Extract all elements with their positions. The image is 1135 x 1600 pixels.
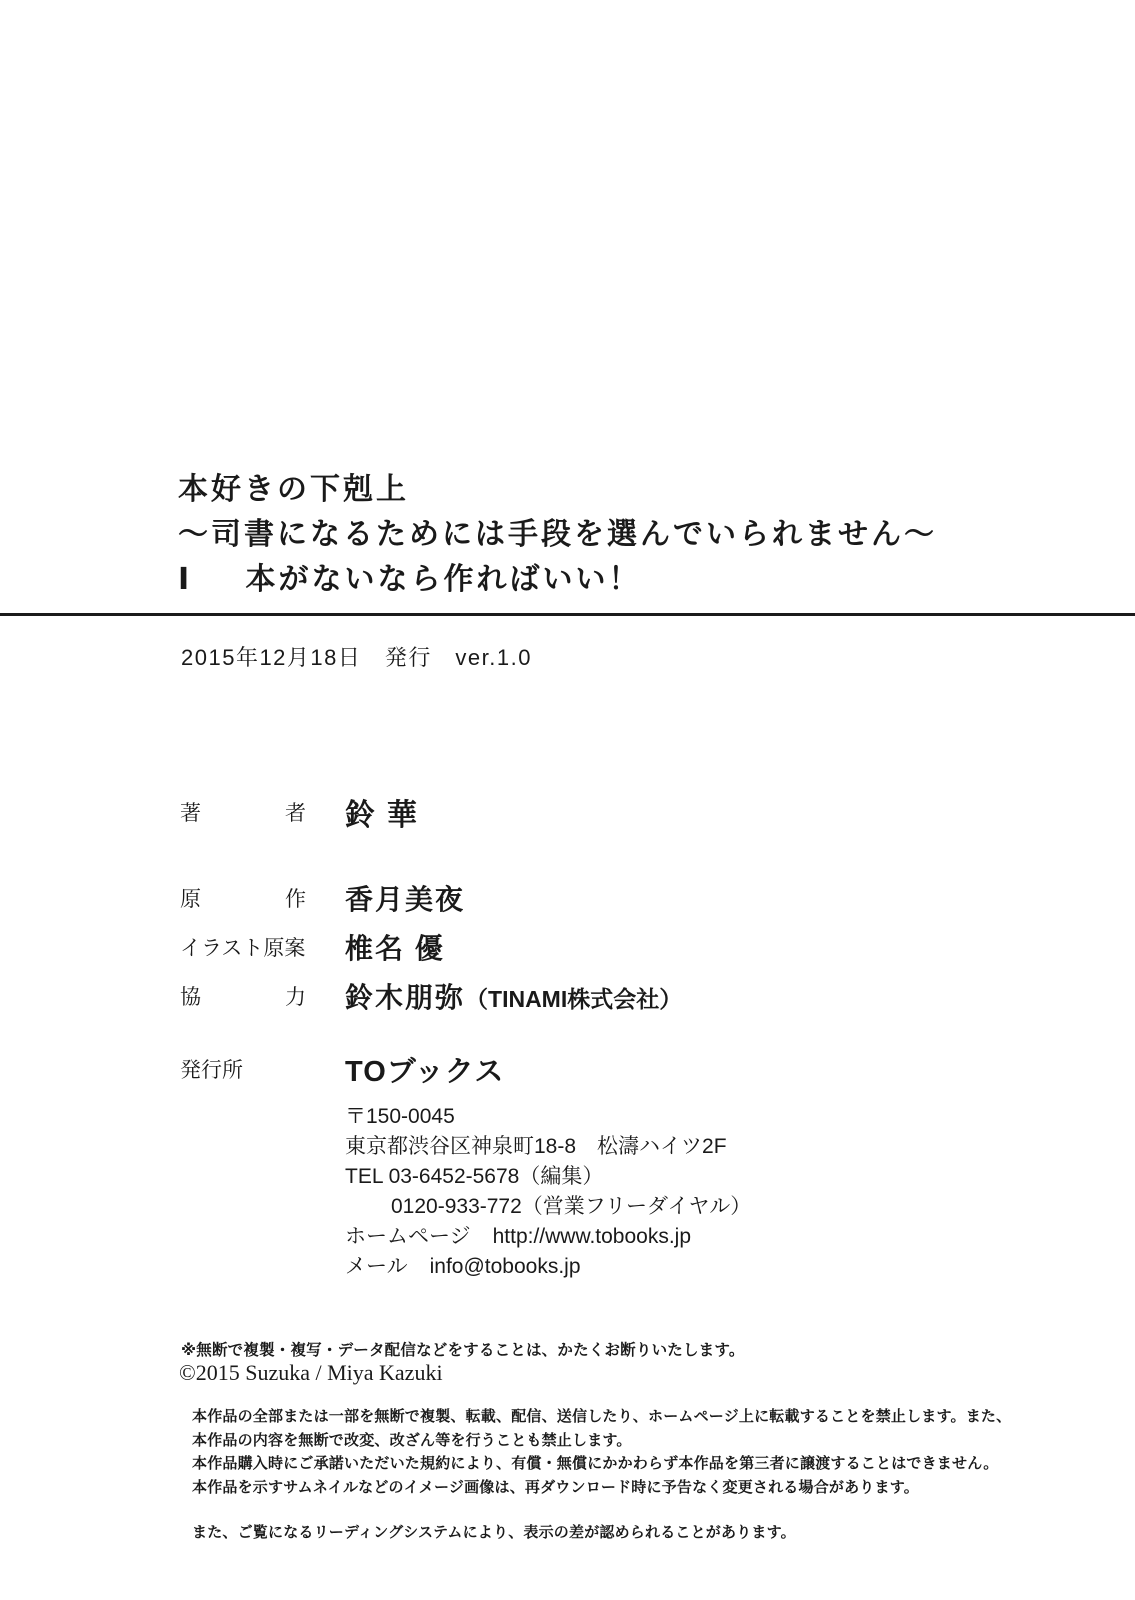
- cooperation-company: （TINAMI株式会社）: [465, 986, 683, 1012]
- author-row: [180, 794, 429, 830]
- volume-title: [178, 557, 937, 602]
- publisher-row: [180, 1051, 504, 1087]
- terms-line-3: 本作品購入時にご承諾いただいた規約により、有償・無償にかかわらず本作品を第三者に譲渡することはできません。: [192, 1455, 999, 1472]
- address-line: 東京都渋谷区神泉町18-8 松濤ハイツ2F: [345, 1135, 727, 1158]
- terms-line-4: 本作品を示すサムネイルなどのイメージ画像は、再ダウンロード時に予告なく変更される場合があります。: [192, 1478, 919, 1496]
- email-address: info@tobooks.jp: [429, 1255, 581, 1278]
- illustrator-name: 椎名 優: [345, 933, 445, 964]
- author-name: 鈴華: [345, 799, 429, 832]
- publisher-contact-block: [345, 1102, 751, 1282]
- cooperation-row: [180, 978, 682, 1014]
- homepage-url: http://www.tobooks.jp: [492, 1225, 692, 1248]
- author-label: 著 者: [180, 802, 306, 825]
- postal-code-line: 〒150-0045: [345, 1105, 455, 1128]
- reading-system-note: また、ご覧になるリーディングシステムにより、表示の差が認められることがあります。: [192, 1524, 796, 1541]
- reproduction-notice: ※無断で複製・複写・データ配信などをすることは、かたくお断りいたします。: [181, 1342, 745, 1359]
- email-label: メール: [345, 1255, 408, 1278]
- illustrator-row: [180, 929, 445, 965]
- publisher-label: 発行所: [180, 1059, 243, 1082]
- copyright-line: ©2015 Suzuka / Miya Kazuki: [179, 1360, 443, 1385]
- volume-numeral: Ⅰ: [178, 563, 193, 596]
- original-author-row: [180, 880, 465, 916]
- volume-title-text: 本がないなら作ればいい！: [245, 563, 642, 596]
- book-subtitle: ～司書になるためには手段を選んでいられません～: [178, 518, 937, 551]
- original-author-name: 香月美夜: [345, 884, 466, 915]
- email-line: [345, 1252, 751, 1282]
- tel-line: TEL 03-6452-5678（編集）: [345, 1165, 604, 1188]
- divider-rule: [0, 613, 1135, 616]
- cooperation-name: 鈴木朋弥（TINAMI株式会社）: [345, 982, 683, 1013]
- illustrator-label: イラスト原案: [180, 937, 306, 960]
- publication-date-line: 2015年12月18日 発行 ver.1.0: [181, 645, 532, 670]
- homepage-line: [345, 1222, 751, 1252]
- toll-free-line: 0120-933-772（営業フリーダイヤル）: [391, 1195, 752, 1218]
- original-author-label: 原 作: [180, 888, 306, 911]
- cooperation-label: 協 力: [180, 986, 306, 1009]
- terms-line-1: 本作品の全部または一部を無断で複製、転載、配信、送信したり、ホームページ上に転載することを禁止します。また、: [192, 1408, 1012, 1425]
- book-title-block: [178, 467, 937, 602]
- book-title: 本好きの下剋上: [178, 473, 409, 506]
- homepage-label: ホームページ: [345, 1225, 471, 1248]
- publisher-name: TOブックス: [345, 1055, 505, 1088]
- terms-line-2: 本作品の内容を無断で改変、改ざん等を行うことも禁止します。: [192, 1431, 632, 1449]
- terms-paragraph: [192, 1405, 1011, 1499]
